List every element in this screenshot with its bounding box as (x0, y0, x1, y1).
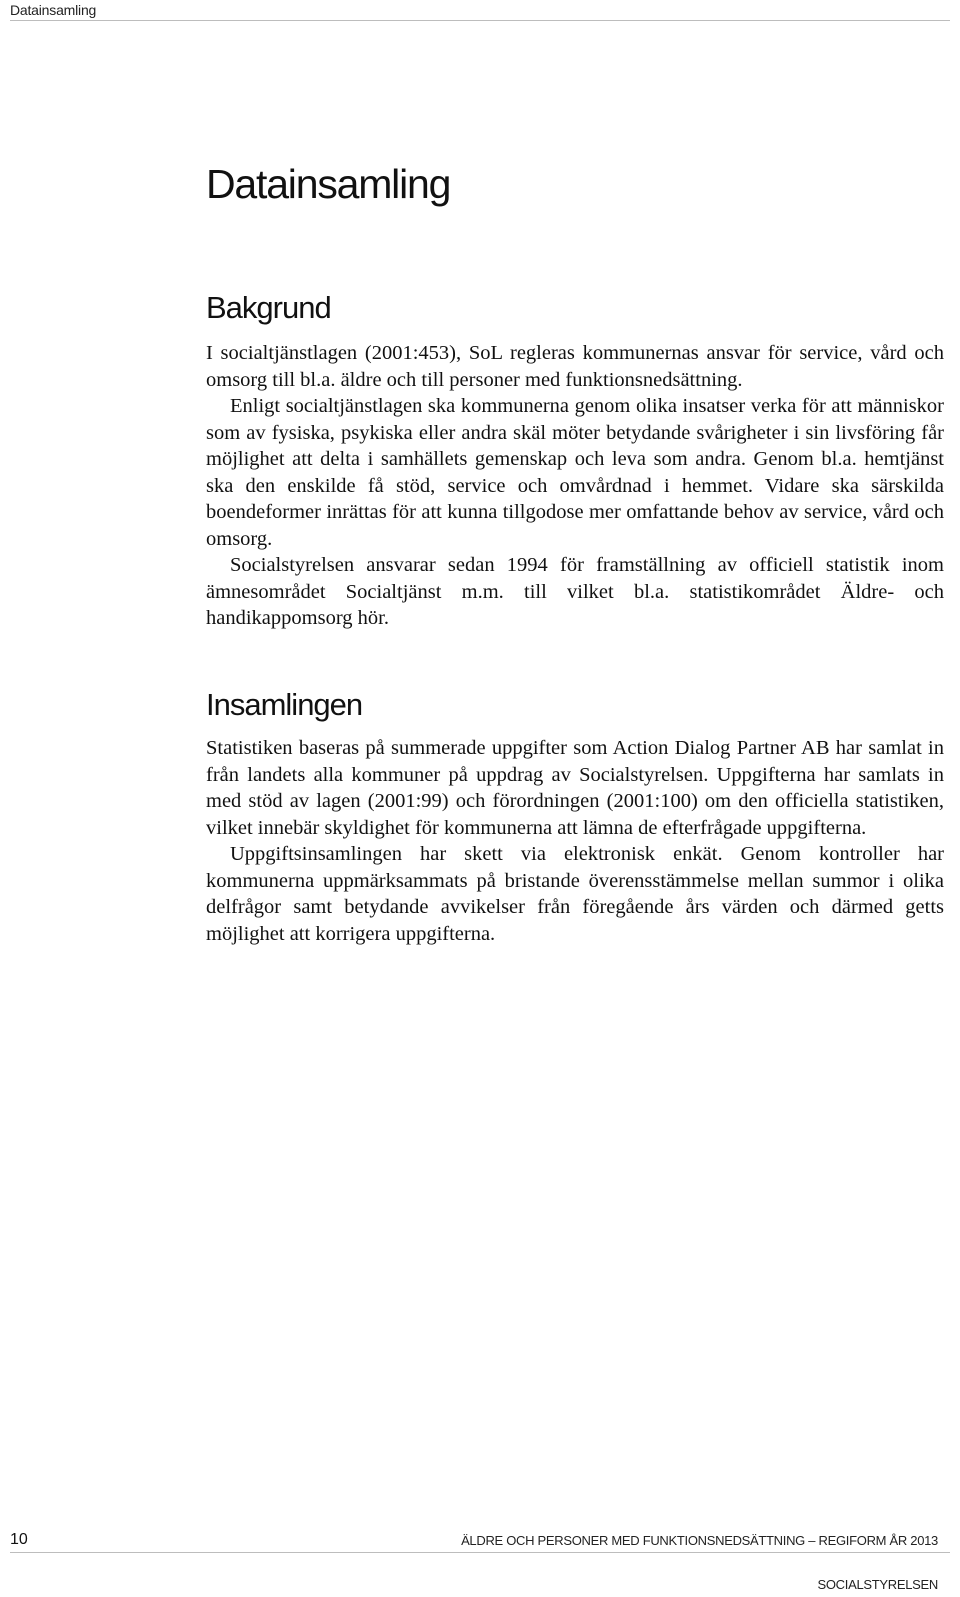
section-body-insamlingen (206, 735, 944, 947)
running-header: Datainsamling (10, 2, 97, 18)
paragraph: Uppgiftsinsamlingen har skett via elektronisk enkät. Genom kontroller har kommunerna uppmärksammats på bristande överensstämmelse mellan summor i olika delfrågor samt betydande avvikelser från föregående års värden och därmed getts möjlighet att korrigera uppgifterna. (206, 843, 944, 945)
page-title: Datainsamling (206, 161, 451, 207)
footer-report-title: ÄLDRE OCH PERSONER MED FUNKTIONSNEDSÄTTNING – REGIFORM ÅR 2013 (461, 1533, 938, 1548)
footer-rule (10, 1552, 950, 1553)
section-heading-insamlingen: Insamlingen (206, 687, 363, 722)
page-number: 10 (10, 1531, 28, 1548)
paragraph: Socialstyrelsen ansvarar sedan 1994 för framställning av officiell statistik inom ämnesområdet Socialtjänst m.m. till vilket bl.a. statistikområdet Äldre- och handikappomsorg hör. (206, 554, 944, 629)
section-body-bakgrund (206, 340, 944, 632)
header-rule (10, 20, 950, 21)
paragraph: Enligt socialtjänstlagen ska kommunerna genom olika insatser verka för att människor som av fysiska, psykiska eller andra skäl möter betydande svårigheter i sin livsföring får möjlighet att delta i samhällets gemenskap och leva som andra. Genom bl.a. hemtjänst ska den enskilde få stöd, service och omvårdnad i hemmet. Vidare ska särskilda boendeformer inrättas för att kunna tillgodose mer omfattande behov av service, vård och omsorg. (206, 395, 944, 550)
footer-organization: SOCIALSTYRELSEN (817, 1577, 938, 1592)
paragraph: I socialtjänstlagen (2001:453), SoL regleras kommunernas ansvar för service, vård och omsorg till bl.a. äldre och till personer med funktionsnedsättning. (206, 342, 944, 391)
section-heading-bakgrund: Bakgrund (206, 290, 331, 325)
paragraph: Statistiken baseras på summerade uppgifter som Action Dialog Partner AB har samlat in från landets alla kommuner på uppdrag av Socialstyrelsen. Uppgifterna har samlats in med stöd av lagen (2001:99) och förordningen (2001:100) om den officiella statistiken, vilket innebär skyldighet för kommunerna att lämna de efterfrågade uppgifterna. (206, 737, 944, 839)
